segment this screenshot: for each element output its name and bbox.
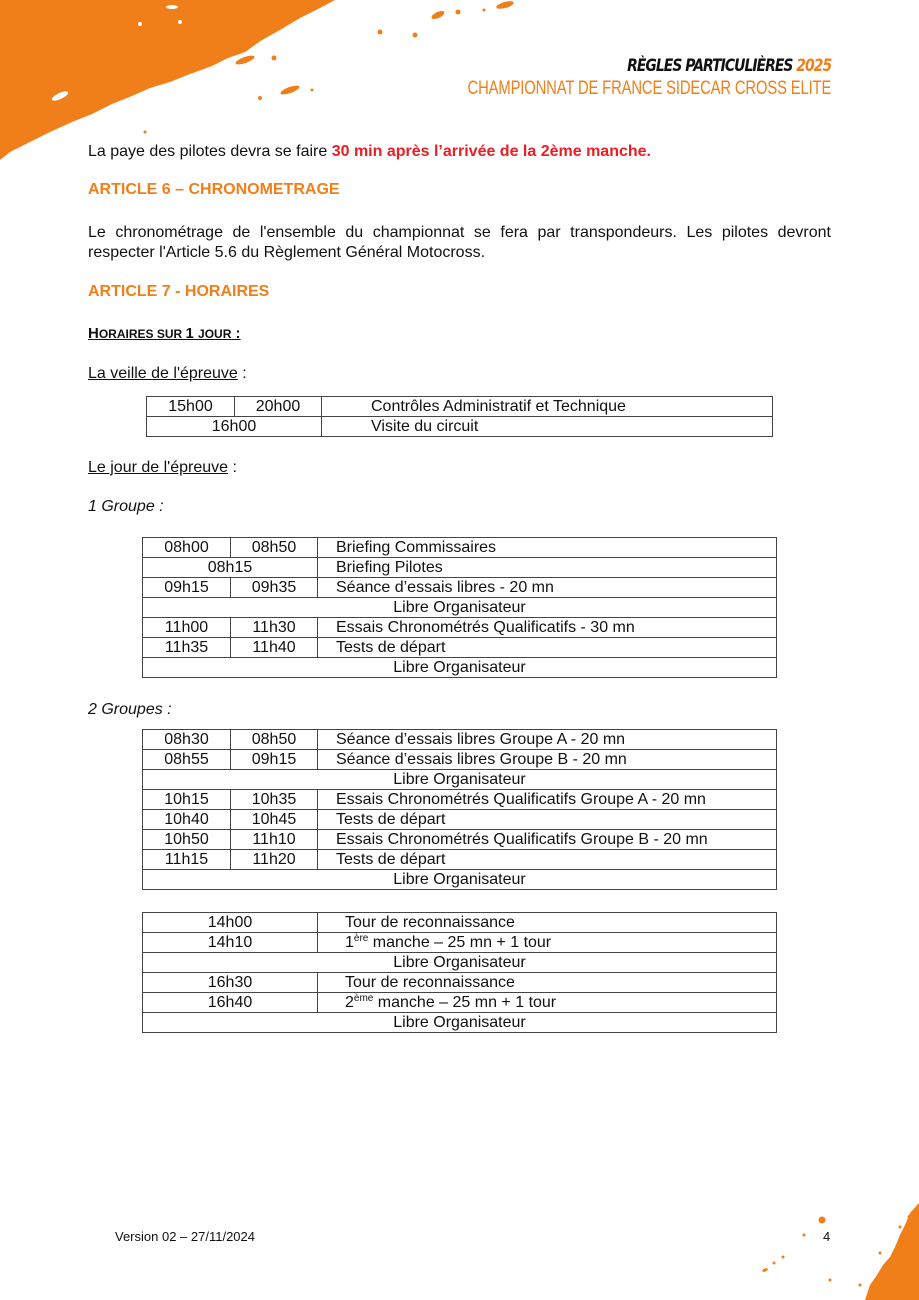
activity: Séance d’essais libres - 20 mn [318, 578, 777, 598]
end-time: 11h20 [231, 850, 318, 870]
start-time: 08h55 [143, 750, 231, 770]
start-time: 15h00 [147, 397, 235, 417]
activity: Essais Chronométrés Qualificatifs Groupe B - 20 mn [318, 830, 777, 850]
table-row [143, 810, 777, 830]
activity: Tests de départ [318, 810, 777, 830]
time: 08h15 [143, 558, 318, 578]
activity: Tests de départ [318, 850, 777, 870]
free-slot: Libre Organisateur [143, 598, 777, 618]
end-time: 09h15 [231, 750, 318, 770]
footer-version: Version 02 – 27/11/2024 [115, 1229, 255, 1244]
day-label-suffix: : [228, 459, 237, 476]
end-time: 11h40 [231, 638, 318, 658]
end-time: 11h10 [231, 830, 318, 850]
table-row [143, 993, 777, 1013]
table-row [147, 417, 773, 437]
header-title [449, 56, 831, 76]
start-time: 11h00 [143, 618, 231, 638]
table-row [143, 1013, 777, 1033]
activity [318, 993, 777, 1013]
table-row [143, 538, 777, 558]
race-description: manche – 25 mn + 1 tour [368, 933, 552, 951]
start-time: 11h35 [143, 638, 231, 658]
table-row [143, 913, 777, 933]
race-number: 2 [345, 993, 354, 1011]
table-row [143, 850, 777, 870]
start-time: 08h30 [143, 730, 231, 750]
table-row [143, 953, 777, 973]
start-time: 09h15 [143, 578, 231, 598]
time: 16h00 [147, 417, 322, 437]
table-row [143, 558, 777, 578]
eve-label-suffix: : [237, 365, 247, 382]
race-number: 1 [345, 933, 354, 951]
activity: Essais Chronométrés Qualificatifs Groupe A - 20 mn [318, 790, 777, 810]
table-row [143, 770, 777, 790]
table-row [143, 578, 777, 598]
end-time: 20h00 [235, 397, 322, 417]
activity: Briefing Commissaires [318, 538, 777, 558]
activity: Séance d’essais libres Groupe B - 20 mn [318, 750, 777, 770]
document-header [365, 56, 831, 100]
races-schedule-table [142, 912, 777, 1033]
time: 14h00 [143, 913, 318, 933]
end-time: 08h50 [231, 538, 318, 558]
subtitle-jour: JOUR [198, 327, 232, 341]
start-time: 11h15 [143, 850, 231, 870]
table-row [143, 870, 777, 890]
schedule-subtitle [88, 324, 241, 344]
header-title-text: RÈGLES PARTICULIÈRES [626, 56, 793, 76]
header-title-year: 2025 [796, 56, 831, 76]
free-slot: Libre Organisateur [143, 1013, 777, 1033]
two-groups-label: 2 Groupes : [88, 701, 172, 718]
article-6-body: Le chronométrage de l'ensemble du championnat se fera par transpondeurs. Les pilotes devront respecter l'Article 5.6 du Règlement Général Motocross. [88, 224, 831, 261]
end-time: 11h30 [231, 618, 318, 638]
table-row [143, 973, 777, 993]
activity: Briefing Pilotes [318, 558, 777, 578]
free-slot: Libre Organisateur [143, 953, 777, 973]
activity: Tour de reconnaissance [318, 913, 777, 933]
activity: Essais Chronométrés Qualificatifs - 30 mn [318, 618, 777, 638]
activity: Contrôles Administratif et Technique [322, 397, 773, 417]
free-slot: Libre Organisateur [143, 870, 777, 890]
start-time: 10h15 [143, 790, 231, 810]
subtitle-orares: ORAIRES SUR [98, 327, 186, 341]
race-description: manche – 25 mn + 1 tour [373, 993, 557, 1011]
table-row [143, 933, 777, 953]
page-number: 4 [823, 1229, 831, 1244]
day-label [88, 458, 237, 478]
start-time: 10h50 [143, 830, 231, 850]
table-row [143, 730, 777, 750]
table-row [143, 618, 777, 638]
activity: Visite du circuit [322, 417, 773, 437]
time: 16h40 [143, 993, 318, 1013]
day-label-text: Le jour de l'épreuve [88, 459, 229, 476]
race-ordinal: ère [353, 932, 369, 944]
subtitle-num: 1 [185, 325, 194, 342]
two-groups-schedule-table [142, 729, 777, 890]
eve-label [88, 364, 247, 384]
end-time: 10h35 [231, 790, 318, 810]
table-row [143, 790, 777, 810]
time: 16h30 [143, 973, 318, 993]
free-slot: Libre Organisateur [143, 770, 777, 790]
subtitle-h: H [88, 325, 99, 342]
race-ordinal: ème [353, 992, 374, 1004]
activity: Tour de reconnaissance [318, 973, 777, 993]
eve-label-text: La veille de l'épreuve [88, 365, 238, 382]
activity [318, 933, 777, 953]
free-slot: Libre Organisateur [143, 658, 777, 678]
end-time: 09h35 [231, 578, 318, 598]
table-row [143, 750, 777, 770]
article-7-heading: ARTICLE 7 - HORAIRES [88, 283, 270, 300]
table-row [143, 658, 777, 678]
payment-note-text: La paye des pilotes devra se faire [88, 143, 332, 160]
eve-schedule-table [146, 396, 773, 437]
orange-splash-decoration-bottom [740, 1195, 919, 1300]
activity: Tests de départ [318, 638, 777, 658]
table-row [143, 638, 777, 658]
subtitle-colon: : [231, 325, 241, 342]
header-subtitle: CHAMPIONNAT DE FRANCE SIDECAR CROSS ELITE [467, 78, 831, 99]
one-group-label: 1 Groupe : [88, 498, 164, 515]
end-time: 10h45 [231, 810, 318, 830]
payment-note-highlight: 30 min après l’arrivée de la 2ème manche. [331, 143, 651, 160]
time: 14h10 [143, 933, 318, 953]
table-row [143, 830, 777, 850]
one-group-schedule-table [142, 537, 777, 678]
table-row [143, 598, 777, 618]
table-row [147, 397, 773, 417]
article-6-heading: ARTICLE 6 – CHRONOMETRAGE [88, 181, 340, 198]
start-time: 10h40 [143, 810, 231, 830]
payment-note [88, 142, 651, 162]
end-time: 08h50 [231, 730, 318, 750]
start-time: 08h00 [143, 538, 231, 558]
activity: Séance d’essais libres Groupe A - 20 mn [318, 730, 777, 750]
